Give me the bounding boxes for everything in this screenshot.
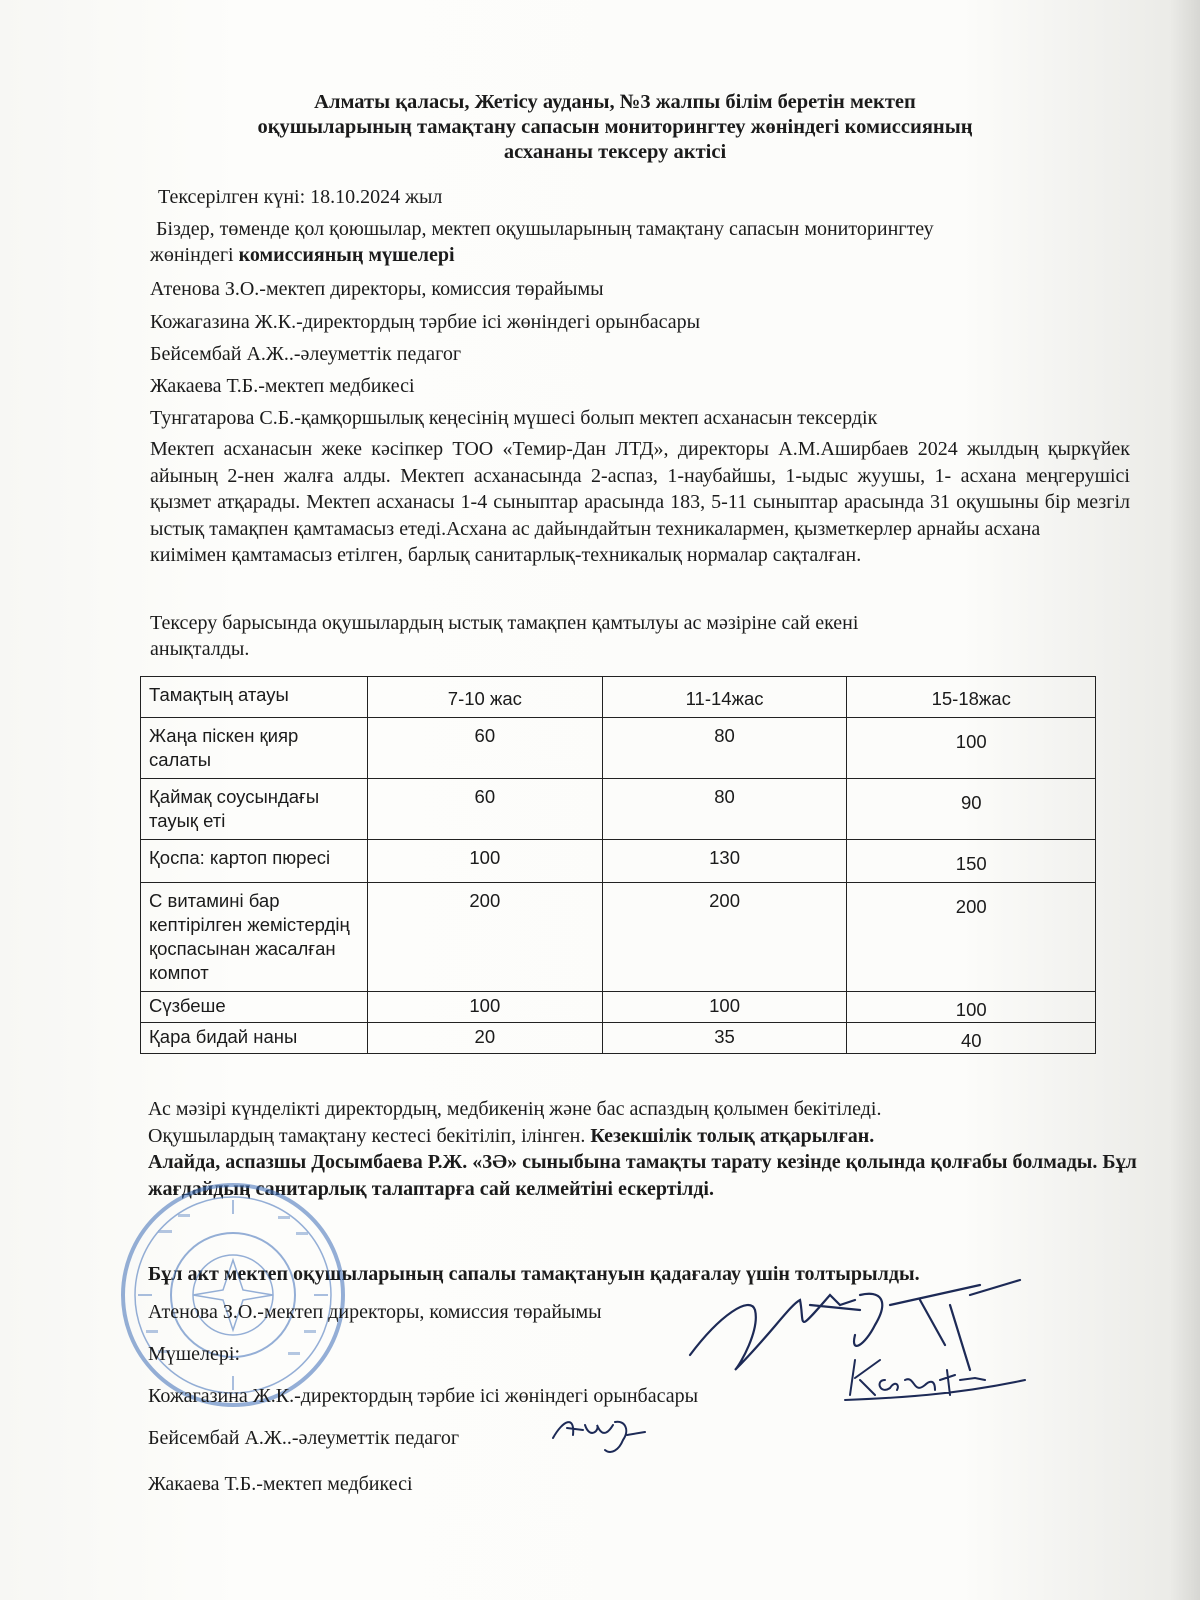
body-paragraph — [150, 436, 1130, 569]
table-row — [141, 992, 1096, 1023]
intro-bold: комиссияның мүшелері — [238, 244, 455, 266]
portion-15-18: 100 — [847, 718, 1096, 779]
title-line-2: оқушыларының тамақтану сапасын мониторингтеу жөніндегі комиссияның — [257, 116, 973, 138]
page-edge-shadow — [1170, 0, 1200, 1600]
table-row — [141, 779, 1096, 840]
title-line-1: Алматы қаласы, Жетісу ауданы, №3 жалпы білім беретін мектеп — [314, 91, 916, 113]
member-signature-2: Бейсембай А.Ж..-әлеуметтік педагог — [148, 1427, 460, 1449]
member-1: Атенова З.О.-мектеп директоры, комиссия төрайымы — [150, 278, 604, 300]
duty-text: Кезекшілік толық атқарылған. — [590, 1124, 875, 1147]
inspection-date: Тексерілген күні: 18.10.2024 жыл — [158, 186, 443, 208]
portion-11-14: 80 — [602, 718, 847, 779]
menu-approval-line: Ас мәзірі күнделікті директордың, медбикенің және бас аспаздың қолымен бекітіледі. — [148, 1098, 882, 1120]
portion-11-14: 80 — [602, 779, 847, 840]
intro-line-2 — [150, 244, 455, 267]
title-line-3: асхананы тексеру актісі — [503, 141, 727, 163]
header-age-11-14: 11-14жас — [602, 677, 847, 718]
portion-11-14: 130 — [602, 840, 847, 883]
schedule-line — [148, 1123, 1138, 1150]
portion-11-14: 200 — [602, 883, 847, 992]
closing-statement: Бұл акт мектеп оқушыларының сапалы тамақтануын қадағалау үшін толтырылды. — [148, 1263, 920, 1285]
table-row — [141, 718, 1096, 779]
member-4: Жакаева Т.Б.-мектеп медбикесі — [150, 375, 415, 397]
portion-11-14: 35 — [602, 1023, 847, 1054]
member-2: Кожагазина Ж.К.-директордың тәрбие ісі жөніндегі орынбасары — [150, 311, 701, 333]
header-age-7-10: 7-10 жас — [368, 677, 603, 718]
check-line-1: Тексеру барысында оқушылардың ыстық тамақпен қамтылуы ас мәзіріне сай екені — [150, 612, 859, 634]
intro-prefix: жөніндегі — [150, 244, 239, 266]
portion-15-18: 150 — [847, 840, 1096, 883]
check-line-2: анықталды. — [150, 638, 250, 660]
header-age-15-18: 15-18жас — [847, 677, 1096, 718]
table-row — [141, 883, 1096, 992]
portion-7-10: 100 — [368, 992, 603, 1023]
member-signature-2-mark — [545, 1400, 655, 1460]
portion-15-18: 200 — [847, 883, 1096, 992]
dish-name: Сүзбеше — [141, 992, 368, 1023]
dish-name: С витамині бар кептірілген жемістердің қоспасынан жасалған компот — [141, 883, 368, 992]
member-3: Бейсембай А.Ж..-әлеуметтік педагог — [150, 343, 462, 365]
portion-15-18: 100 — [847, 992, 1096, 1023]
menu-table — [140, 676, 1096, 1054]
portion-7-10: 60 — [368, 779, 603, 840]
table-row — [141, 1023, 1096, 1054]
member-signature-1: Кожагазина Ж.К.-директордың тәрбие ісі жөніндегі орынбасары — [148, 1385, 699, 1407]
member-signature-1-mark — [835, 1350, 1035, 1410]
member-signature-3: Жакаева Т.Б.-мектеп медбикесі — [148, 1473, 413, 1495]
portion-7-10: 20 — [368, 1023, 603, 1054]
portion-11-14: 100 — [602, 992, 847, 1023]
portion-7-10: 60 — [368, 718, 603, 779]
dish-name: Жаңа піскен қияр салаты — [141, 718, 368, 779]
dish-name: Қаймақ соусындағы тауық еті — [141, 779, 368, 840]
body-paragraph-text: Мектеп асханасын жеке кәсіпкер ТОО «Темир-Дан ЛТД», директоры А.М.Аширбаев 2024 жылдың қыркүйек айының 2-нен жалға алды. Мектеп асханасында 2-аспаз, 1-наубайшы, 1-ыдыс жуушы, 1- асхана меңгерушісі қызмет атқарады. Мектеп асханасы 1-4 сыныптар арасында 183, 5-11 сыныптар арасында 31 оқушыны бір мезгіл ыстық тамақпен қамтамасыз етеді.Асхана ас дайындайтын техникалармен, қызметкерлер арнайы асхана — [150, 438, 1130, 540]
member-5: Тунгатарова С.Б.-қамқоршылық кеңесінің мүшесі болып мектеп асханасын тексердік — [150, 407, 878, 429]
header-dish-name: Тамақтың атауы — [141, 677, 368, 718]
document-title — [150, 90, 1080, 165]
violation-note: Алайда, аспазшы Досымбаева Р.Ж. «3Ә» сыныбына тамақты тарату кезінде қолында қолғабы болмады. Бұл жағдайдың санитарлық талаптарға сай келмейтіні ескертілді. — [148, 1151, 1137, 1200]
schedule-text: Оқушылардың тамақтану кестесі бекітіліп, ілінген. — [148, 1124, 591, 1147]
school-stamp — [118, 1180, 348, 1410]
dish-name: Қоспа: картоп пюресі — [141, 840, 368, 883]
members-label: Мүшелері: — [148, 1343, 241, 1365]
portion-15-18: 90 — [847, 779, 1096, 840]
table-row — [141, 840, 1096, 883]
portion-15-18: 40 — [847, 1023, 1096, 1054]
body-paragraph-last-line: киімімен қамтамасыз етілген, барлық санитарлық-техникалық нормалар сақталған. — [150, 544, 862, 566]
dish-name: Қара бидай наны — [141, 1023, 368, 1054]
chair-signature-line: Атенова З.О.-мектеп директоры, комиссия төрайымы — [148, 1301, 602, 1323]
table-header-row — [141, 677, 1096, 718]
intro-line-1: Біздер, төменде қол қоюшылар, мектеп оқушыларының тамақтану сапасын мониторингтеу — [156, 218, 934, 240]
portion-7-10: 200 — [368, 883, 603, 992]
portion-7-10: 100 — [368, 840, 603, 883]
